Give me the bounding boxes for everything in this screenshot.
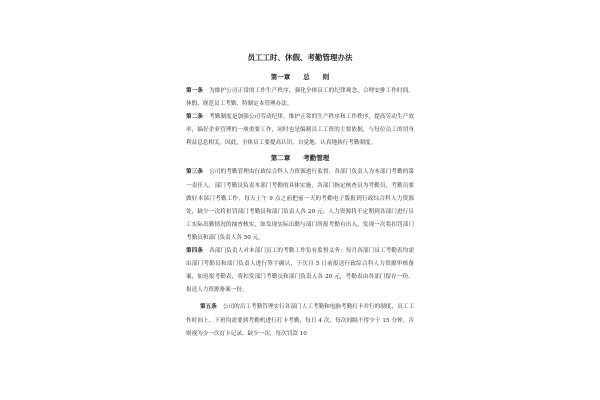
document-body xyxy=(186,52,414,341)
chapter-heading-1: 第一章 总 则 xyxy=(270,73,330,81)
article-3 xyxy=(186,166,414,245)
article-label: 第一条 xyxy=(186,88,204,94)
article-text: 公司的员工考勤管理实行各部门人工考勤和电脑考勤打卡并行的制度，员工工作时间上、下班均需要到考勤机进行打卡考勤，每日 4 次，每次间隔不得少于 15 分钟，否则视为少一次打卡记录。缺少一次，每次罚款 10 xyxy=(186,304,414,337)
document-title: 员工工时、休假、考勤管理办法 xyxy=(247,53,353,62)
article-text: 考勤制度是加强公司劳动纪律，维护正常的生产秩序和工作秩序，提高劳动生产效率，搞好企业管理的一项重要工作，同时也是编制员工工资的主要依据，与每位员工的切身利益息息相关。因此，全体员工要提高认识，自觉地、认真地执行考勤制度。 xyxy=(186,114,414,147)
chapter-heading-2: 第二章 考勤管理 xyxy=(270,154,330,163)
article-label: 第四条 xyxy=(186,248,204,255)
article-5 xyxy=(186,301,414,340)
article-text: 公司的考勤管理由行政综合科人力资源进行监督，各部门负责人为本部门考勤的第一责任人，部门考勤员负责本部门考勤的具体实施，各部门指定核查员为考勤员，考勤员要做好本部门考勤工作，每天上午 9 点之前把前一天的考勤电子版报到行政综合科人力资源处，缺少一次将扣罚部门考勤员和部门负责人各 20 元；人力资源将不定期到各部门进行员工实际出勤情况的抽查核实，如发现实际出勤与部门所报考勤有出入，发现一次将扣罚部门考勤员和部门负责人各 50 元。 xyxy=(186,169,414,241)
article-2 xyxy=(186,111,414,150)
article-label: 第五条 xyxy=(200,304,217,311)
article-label: 第二条 xyxy=(186,114,204,121)
article-text: 为维护公司正常的工作生产秩序，强化全体员工的纪律观念，合理安排工作时间、休假、规范员工考勤，特制定本管理办法。 xyxy=(186,88,414,108)
article-4 xyxy=(186,245,414,297)
article-label: 第三条 xyxy=(186,169,204,176)
article-text: 各部门负责人对本部门员工的考勤工作负有监督义务：每月各部门员工考勤表均需由部门考勤员和部门负责人进行签字确认，于次月 5 日前报送行政综合科人力资源审核备案，如迟报考勤表，将扣发部门考勤员和部门负责人各 20 元，考勤表由各部门留存一份、报送人力资源备案一份。 xyxy=(186,248,414,294)
article-1 xyxy=(186,85,414,111)
